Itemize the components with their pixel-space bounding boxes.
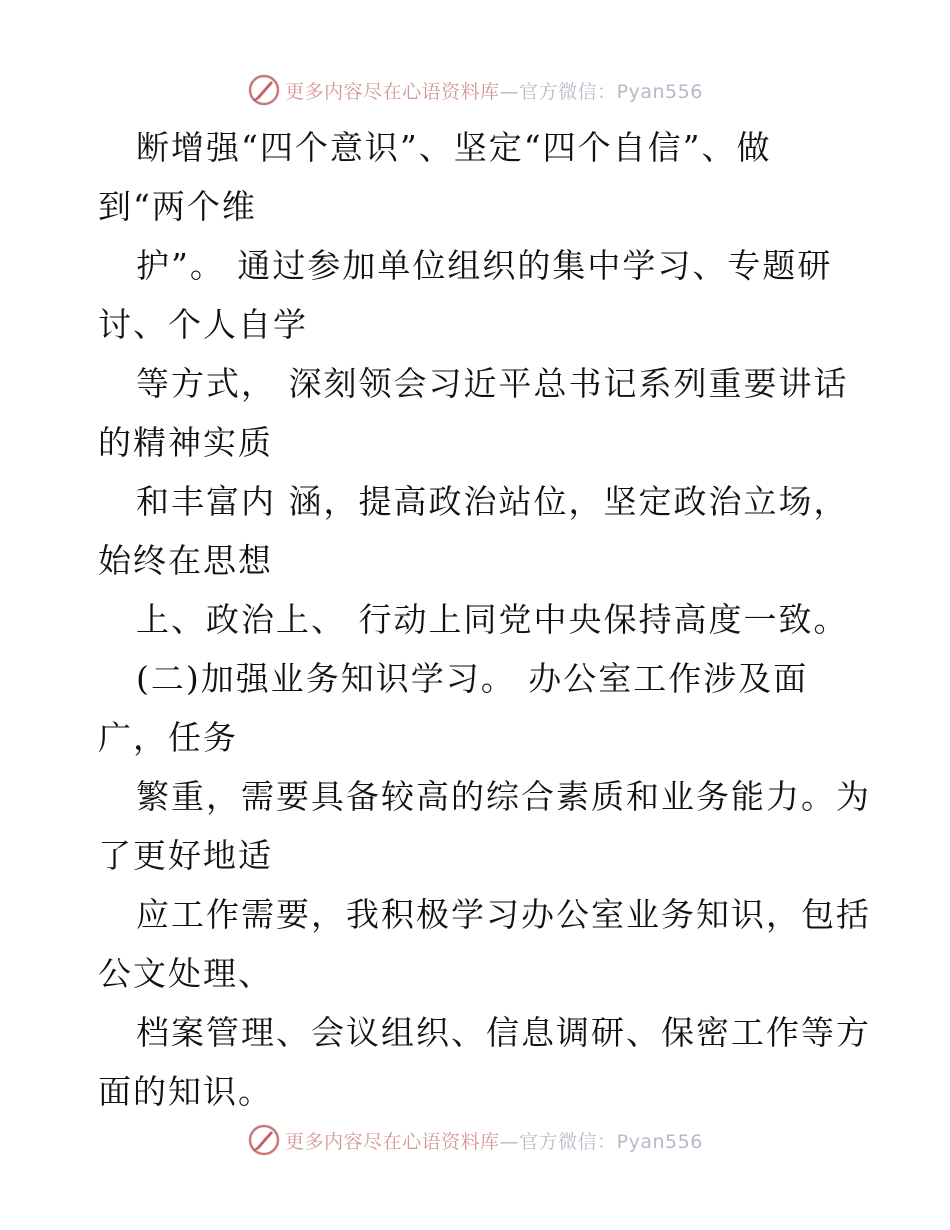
text-line: 和丰富内 涵，提高政治站位，坚定政治立场， (136, 482, 849, 521)
watermark-text-primary: 更多内容尽在心语资料库 (285, 1130, 500, 1153)
text-line: (二)加强业务知识学习。 办公室工作涉及面 (136, 659, 809, 698)
text-line: 到“两个维 (98, 187, 257, 226)
text-line: 面的知识。 (98, 1072, 273, 1111)
text-line: 断增强“四个意识”、坚定“四个自信”、做 (136, 128, 772, 167)
text-line: 护”。 通过参加单位组织的集中学习、专题研 (136, 246, 833, 285)
text-line: 了更好地适 (98, 836, 273, 875)
watermark-text-secondary: —官方微信：Pyan556 (499, 1130, 703, 1153)
text-line: 档案管理、会议组织、信息调研、保密工作等方 (136, 1013, 871, 1052)
text-line: 广，任务 (98, 718, 238, 757)
document-body (98, 118, 871, 1121)
text-line: 公文处理、 (98, 954, 273, 993)
watermark-text-secondary: —官方微信：Pyan556 (499, 80, 703, 103)
text-line: 应工作需要，我积极学习办公室业务知识，包括 (136, 895, 871, 934)
text-line: 繁重，需要具备较高的综合素质和业务能力。为 (136, 777, 871, 816)
header-watermark (0, 70, 950, 110)
watermark-text-primary: 更多内容尽在心语资料库 (285, 80, 500, 103)
text-line: 始终在思想 (98, 541, 273, 580)
text-line: 等方式， 深刻领会习近平总书记系列重要讲话 (136, 364, 849, 403)
text-line: 讨、个人自学 (98, 305, 308, 344)
quill-logo-icon (247, 73, 281, 107)
quill-logo-icon (247, 1123, 281, 1157)
footer-watermark (0, 1120, 950, 1160)
text-line: 的精神实质 (98, 423, 273, 462)
text-line: 上、政治上、 行动上同党中央保持高度一致。 (136, 600, 849, 639)
